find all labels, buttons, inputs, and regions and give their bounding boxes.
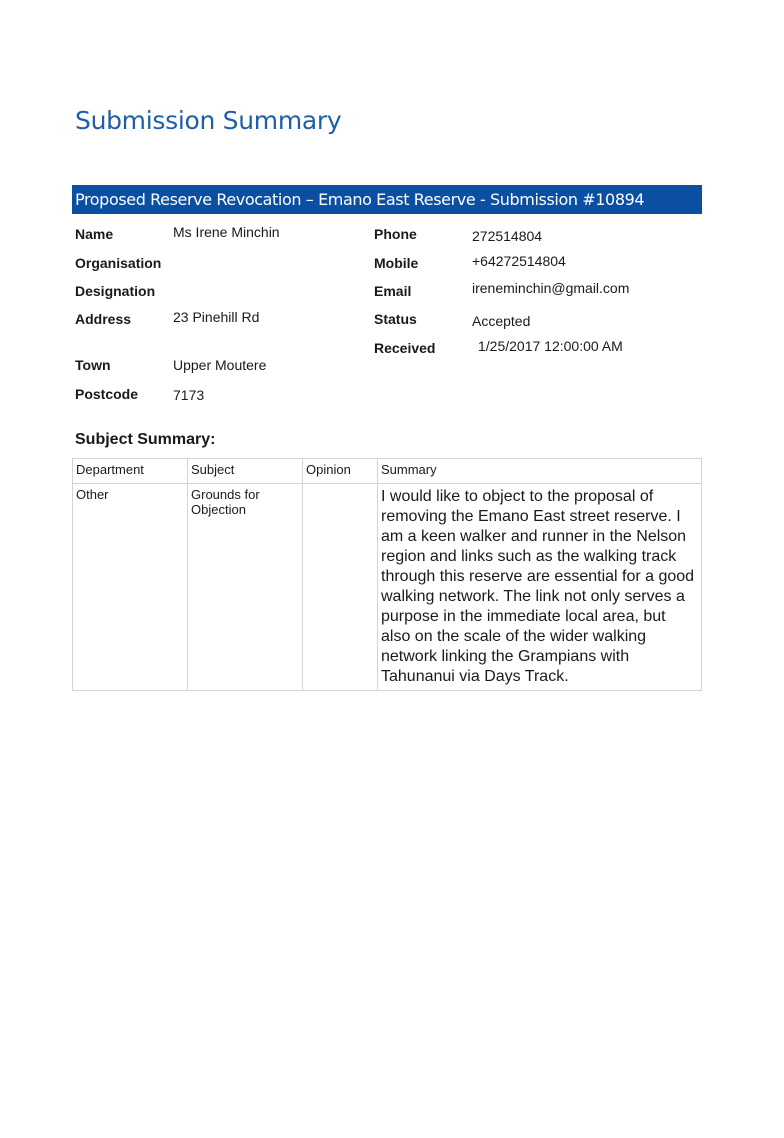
subject-summary-heading: Subject Summary:: [75, 431, 216, 448]
name-label: Name: [75, 226, 114, 242]
status-label: Status: [374, 311, 417, 327]
cell-opinion: [303, 484, 378, 691]
status-value: Accepted: [472, 313, 531, 329]
cell-summary: I would like to object to the proposal of removing the Emano East street reserve. I am a keen walker and runner in the Nelson region and links such as the walking track through this reserve are essential for a good walking network. The link not only serves a purpose in the immediate local area, but also on the scale of the wider walking network linking the Grampians with Tahunanui via Days Track.: [378, 484, 702, 691]
column-header-summary: Summary: [378, 459, 702, 484]
subject-summary-table: [72, 458, 702, 691]
cell-subject: Grounds for Objection: [188, 484, 303, 691]
postcode-label: Postcode: [75, 386, 139, 402]
page-title: Submission Summary: [75, 106, 342, 135]
column-header-subject: Subject: [188, 459, 303, 484]
address-label: Address: [75, 311, 132, 327]
town-value: Upper Moutere: [173, 357, 267, 373]
table-header-row: [73, 459, 702, 484]
phone-label: Phone: [374, 226, 417, 242]
cell-department: Other: [73, 484, 188, 691]
name-value: Ms Irene Minchin: [173, 224, 280, 240]
column-header-opinion: Opinion: [303, 459, 378, 484]
email-value: ireneminchin@gmail.com: [472, 280, 630, 296]
table-row: [73, 484, 702, 691]
column-header-department: Department: [73, 459, 188, 484]
organisation-label: Organisation: [75, 255, 162, 271]
email-label: Email: [374, 283, 412, 299]
submission-banner: Proposed Reserve Revocation – Emano East Reserve - Submission #10894: [72, 185, 702, 214]
mobile-label: Mobile: [374, 255, 419, 271]
phone-value: 272514804: [472, 228, 543, 244]
received-value: 1/25/2017 12:00:00 AM: [478, 338, 623, 354]
received-label: Received: [374, 340, 436, 356]
postcode-value: 7173: [173, 387, 205, 403]
town-label: Town: [75, 357, 111, 373]
mobile-value: +64272514804: [472, 253, 566, 269]
address-value: 23 Pinehill Rd: [173, 309, 260, 325]
designation-label: Designation: [75, 283, 156, 299]
